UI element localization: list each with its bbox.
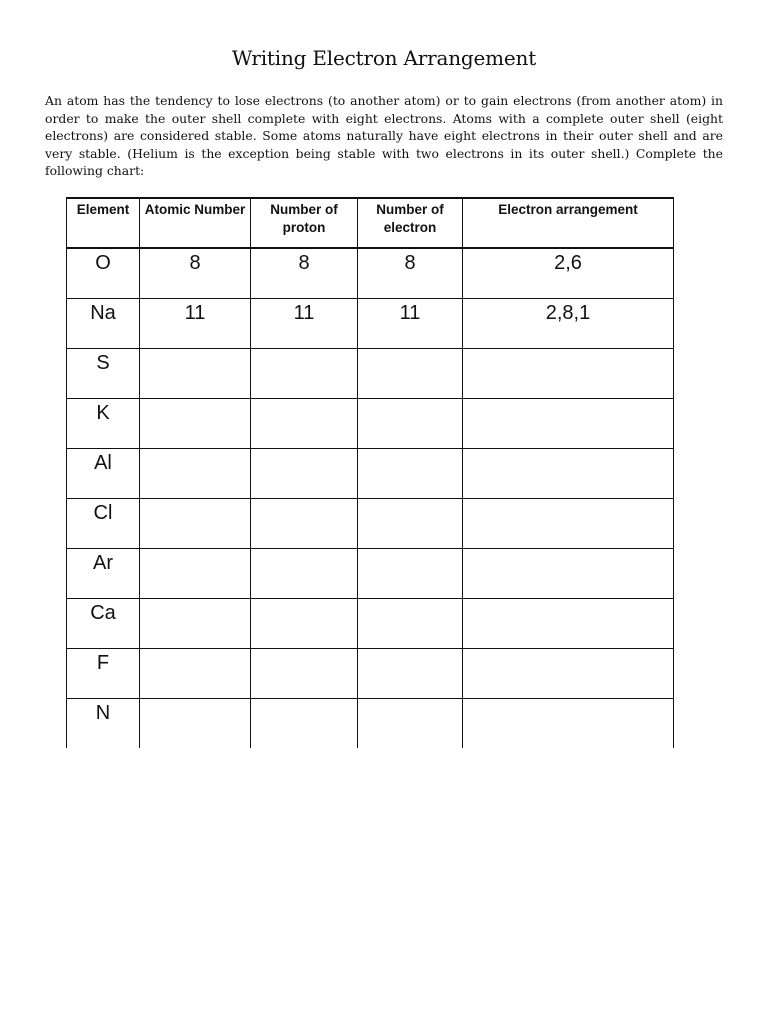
atomic-number-cell: 8 — [140, 248, 251, 299]
electron-arrangement-cell[interactable] — [463, 599, 674, 649]
table-row — [67, 499, 674, 549]
table-row — [67, 399, 674, 449]
element-cell: Al — [67, 449, 140, 499]
electron-count-cell[interactable] — [358, 399, 463, 449]
header-number-of-proton: Number of proton — [251, 198, 358, 248]
element-cell: Ar — [67, 549, 140, 599]
element-cell: Ca — [67, 599, 140, 649]
electron-arrangement-table — [66, 197, 674, 748]
atomic-number-cell[interactable] — [140, 599, 251, 649]
electron-count-cell[interactable] — [358, 549, 463, 599]
proton-count-cell[interactable] — [251, 399, 358, 449]
header-electron-arrangement: Electron arrangement — [463, 198, 674, 248]
proton-count-cell[interactable] — [251, 699, 358, 749]
electron-count-cell[interactable] — [358, 349, 463, 399]
header-element: Element — [67, 198, 140, 248]
atomic-number-cell[interactable] — [140, 449, 251, 499]
electron-arrangement-cell[interactable] — [463, 649, 674, 699]
element-cell: F — [67, 649, 140, 699]
element-cell: O — [67, 248, 140, 299]
electron-count-cell[interactable] — [358, 599, 463, 649]
proton-count-cell[interactable] — [251, 599, 358, 649]
table-header-row — [67, 198, 674, 248]
electron-arrangement-cell: 2,6 — [463, 248, 674, 299]
proton-count-cell[interactable] — [251, 449, 358, 499]
header-atomic-number: Atomic Number — [140, 198, 251, 248]
electron-arrangement-cell[interactable] — [463, 449, 674, 499]
atomic-number-cell[interactable] — [140, 699, 251, 749]
electron-count-cell[interactable] — [358, 499, 463, 549]
table-row — [67, 349, 674, 399]
table-row — [67, 649, 674, 699]
table-row — [67, 449, 674, 499]
table-row — [67, 699, 674, 749]
page-title: Writing Electron Arrangement — [231, 46, 537, 70]
proton-count-cell[interactable] — [251, 649, 358, 699]
header-number-of-electron: Number of electron — [358, 198, 463, 248]
atomic-number-cell[interactable] — [140, 499, 251, 549]
electron-count-cell[interactable] — [358, 649, 463, 699]
element-cell: K — [67, 399, 140, 449]
atomic-number-cell[interactable] — [140, 399, 251, 449]
element-cell: N — [67, 699, 140, 749]
table-row — [67, 299, 674, 349]
electron-arrangement-cell: 2,8,1 — [463, 299, 674, 349]
electron-arrangement-cell[interactable] — [463, 349, 674, 399]
proton-count-cell[interactable] — [251, 499, 358, 549]
atomic-number-cell: 11 — [140, 299, 251, 349]
proton-count-cell[interactable] — [251, 549, 358, 599]
table-row — [67, 248, 674, 299]
proton-count-cell[interactable] — [251, 349, 358, 399]
electron-arrangement-cell[interactable] — [463, 699, 674, 749]
proton-count-cell: 8 — [251, 248, 358, 299]
atomic-number-cell[interactable] — [140, 649, 251, 699]
electron-arrangement-cell[interactable] — [463, 499, 674, 549]
electron-count-cell[interactable] — [358, 699, 463, 749]
element-cell: S — [67, 349, 140, 399]
proton-count-cell: 11 — [251, 299, 358, 349]
element-cell: Cl — [67, 499, 140, 549]
table-row — [67, 549, 674, 599]
atomic-number-cell[interactable] — [140, 349, 251, 399]
electron-count-cell[interactable] — [358, 449, 463, 499]
electron-count-cell: 11 — [358, 299, 463, 349]
electron-arrangement-cell[interactable] — [463, 399, 674, 449]
table-row — [67, 599, 674, 649]
atomic-number-cell[interactable] — [140, 549, 251, 599]
electron-arrangement-cell[interactable] — [463, 549, 674, 599]
electron-count-cell: 8 — [358, 248, 463, 299]
intro-paragraph: An atom has the tendency to lose electrons (to another atom) or to gain electrons (from another atom) in order to make the outer shell complete with eight electrons. Atoms with a complete outer shell (eight electrons) are considered stable. Some atoms naturally have eight electrons in their outer shell and are very stable. (Helium is the exception being stable with two electrons in its outer shell.) Complete the following chart: — [45, 93, 723, 178]
element-cell: Na — [67, 299, 140, 349]
